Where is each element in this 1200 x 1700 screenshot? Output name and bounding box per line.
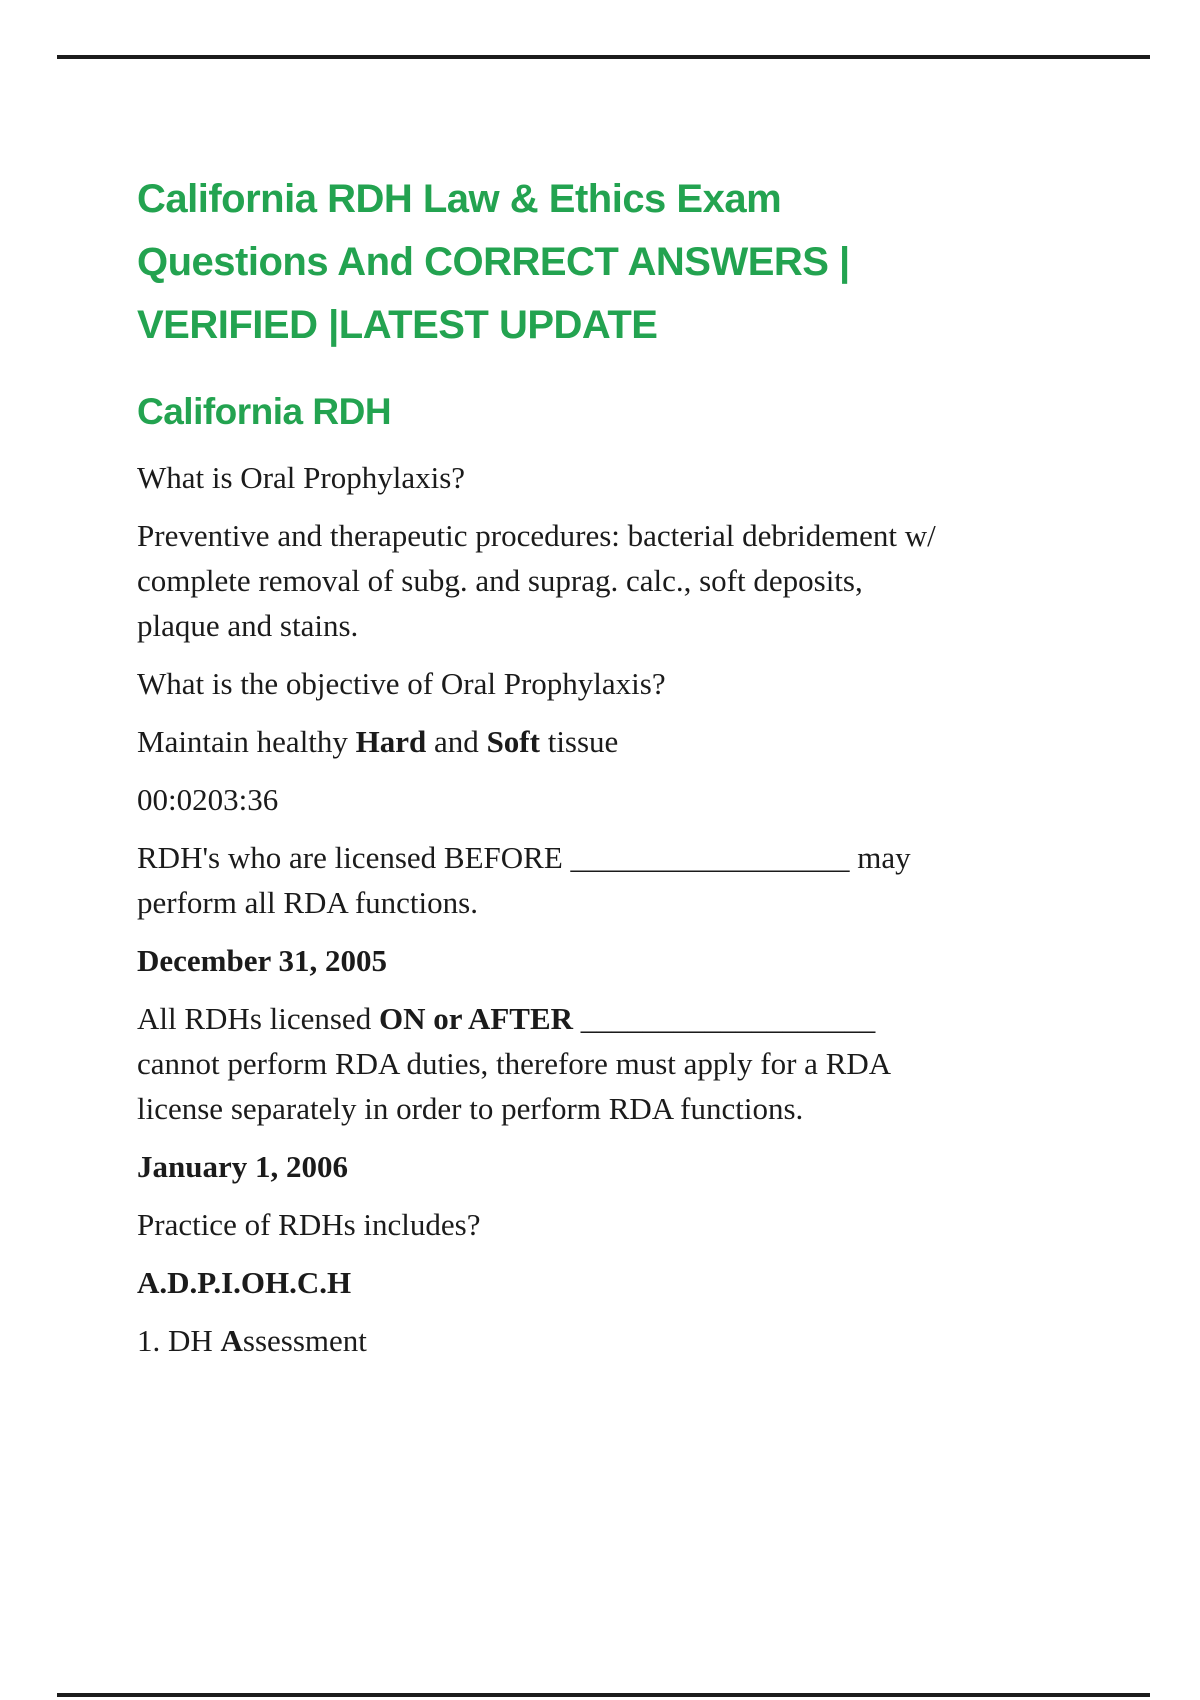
list-item-dh-assessment: 1. DH Assessment [137, 1323, 367, 1358]
document-title-line-1: California RDH Law & Ethics Exam [137, 177, 782, 221]
answer-text: Maintain healthy Hard and Soft tissue [137, 724, 619, 759]
question-licensed-after [137, 996, 1077, 1131]
question-practice-includes: Practice of RDHs includes? [137, 1207, 481, 1242]
question-oral-prophylaxis [137, 455, 1077, 500]
answer-objective [137, 719, 1077, 764]
question-line: cannot perform RDA duties, therefore must apply for a RDA [137, 1046, 892, 1081]
question-objective [137, 661, 1077, 706]
answer-line: plaque and stains. [137, 608, 359, 643]
blank-underline: ___________________ [573, 1001, 876, 1036]
document-title-line-2: Questions And CORRECT ANSWERS | [137, 240, 850, 284]
bold-hard: Hard [355, 724, 427, 759]
document-subtitle: California RDH [137, 391, 392, 432]
document-page [137, 0, 1077, 1376]
question-line: perform all RDA functions. [137, 885, 478, 920]
question-line: RDH's who are licensed BEFORE __________________ may [137, 840, 911, 875]
blank-underline: __________________ [570, 840, 850, 875]
answer-line: Preventive and therapeutic procedures: bacterial debridement w/ [137, 518, 936, 553]
answer-oral-prophylaxis [137, 513, 1077, 648]
question-text: What is Oral Prophylaxis? [137, 460, 466, 495]
question-licensed-before [137, 835, 1077, 925]
document-title-line-3: VERIFIED |LATEST UPDATE [137, 303, 658, 347]
bold-on-or-after: ON or AFTER [378, 1001, 574, 1036]
answer-line: complete removal of subg. and suprag. calc., soft deposits, [137, 563, 863, 598]
document-title [137, 168, 1077, 357]
bold-soft: Soft [486, 724, 540, 759]
question-line: license separately in order to perform RDA functions. [137, 1091, 804, 1126]
document-body [137, 455, 1077, 1363]
bold-a: A [220, 1323, 243, 1358]
question-line: All RDHs licensed ON or AFTER ___________________ [137, 1001, 876, 1036]
answer-acronym: A.D.P.I.OH.C.H [137, 1265, 352, 1300]
bottom-horizontal-rule [57, 1693, 1150, 1697]
timestamp-text: 00:0203:36 [137, 782, 279, 817]
answer-december-date: December 31, 2005 [137, 943, 387, 978]
question-text: What is the objective of Oral Prophylaxis? [137, 666, 666, 701]
answer-january-date: January 1, 2006 [137, 1149, 348, 1184]
